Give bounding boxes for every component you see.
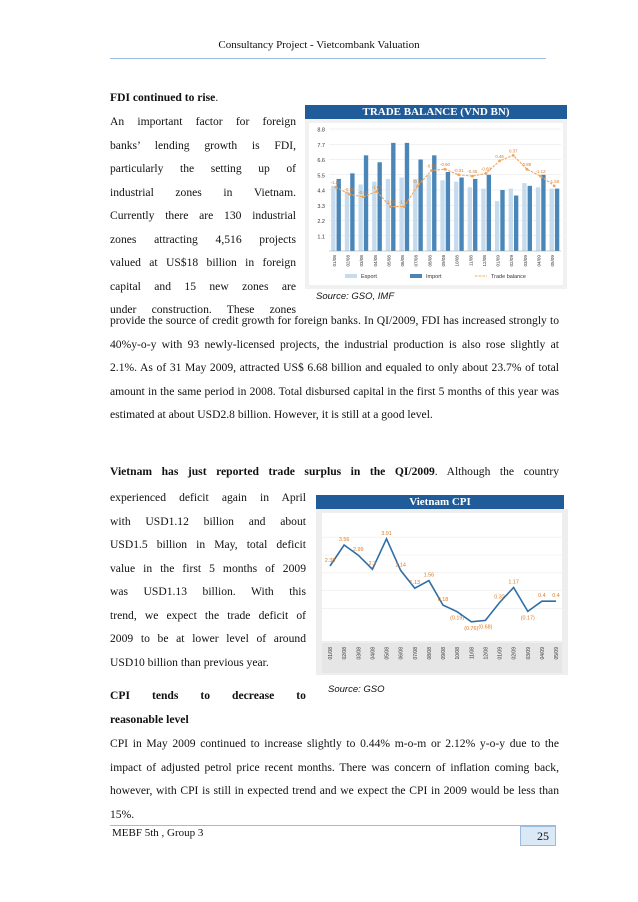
cpi-point-label: (0.19) — [450, 615, 465, 622]
page-number: 25 — [520, 826, 556, 846]
cpi-chart-axis — [322, 643, 562, 673]
trade-export-bar — [522, 183, 526, 251]
fdi-wrap-text — [110, 110, 296, 322]
cpi-point-label: 2.38 — [324, 558, 336, 565]
cpi-x-tick-label: 04/09 — [539, 647, 546, 660]
cpi-x-tick-label: 02/09 — [511, 647, 518, 660]
trade-x-tick-label: 02/08 — [345, 255, 351, 267]
trade-x-tick-label: 09/08 — [441, 255, 446, 267]
trade-y-tick-label: 5.5 — [317, 173, 325, 180]
page-header: Consultancy Project - Vietcombank Valuation — [218, 39, 420, 51]
trade-balance-label: -0.31 — [453, 167, 464, 173]
cpi-x-tick-label: 10/08 — [455, 647, 462, 660]
cpi-point-label: 0.4 — [552, 593, 560, 600]
cpi-point-label: (0.76) — [464, 625, 479, 632]
trade-heading-line — [110, 460, 559, 484]
cpi-chart-plot-bg — [322, 513, 562, 641]
cpi-heading-word: to — [296, 689, 306, 702]
trade-x-tick-label: 12/08 — [481, 255, 487, 267]
trade-line: with USD1.12 billion and about — [110, 514, 306, 528]
trade-export-bar — [495, 201, 499, 251]
cpi-point-label: 1.17 — [508, 579, 519, 586]
trade-line: trend, we expect the trade deficit of — [110, 608, 306, 622]
cpi-point-label: 2.2 — [368, 561, 377, 568]
trade-y-tick-label: 7.7 — [317, 142, 325, 149]
cpi-point-label: (0.17) — [520, 615, 535, 622]
cpi-heading-word: decrease — [232, 689, 275, 702]
fdi-line: banks’ lending growth is FDI, — [110, 138, 296, 152]
fdi-heading-line — [110, 86, 310, 110]
trade-balance-point — [498, 159, 501, 162]
footer-rule — [110, 825, 556, 826]
trade-export-bar — [536, 187, 540, 251]
trade-balance-label: -0.80 — [358, 189, 369, 195]
cpi-heading-word: tends — [151, 689, 179, 702]
trade-x-tick-label: 03/09 — [522, 255, 528, 267]
trade-balance-label: -1.82 — [330, 180, 341, 186]
cpi-point-label: 3.91 — [381, 530, 392, 537]
cpi-point-label: 2.14 — [395, 562, 406, 569]
trade-balance-label: 0.89 — [522, 162, 532, 168]
trade-balance-label: -0.45 — [467, 169, 478, 175]
trade-export-bar — [509, 189, 513, 251]
cpi-point-label: 1.13 — [409, 580, 420, 587]
cpi-paragraph: CPI in May 2009 continued to increase slightly to 0.44% m-o-m or 2.12% y-o-y due to the impact of adjusted petrol price recent months. There was concern of inflation coming back, however, with CPI is still in expected trend and we expect the CPI in 2009 would be less than 15%. — [110, 737, 559, 821]
trade-balance-point — [539, 175, 542, 178]
trade-import-bar — [555, 189, 559, 251]
cpi-point-label: 2.99 — [353, 547, 364, 554]
trade-chart-title: TRADE BALANCE (VND BN) — [305, 105, 567, 119]
trade-import-bar — [405, 143, 409, 251]
trade-balance-label: -1.07 — [371, 184, 382, 190]
fdi-line: valued at US$18 billion in foreign — [110, 256, 296, 269]
cpi-point-label: 3.56 — [338, 537, 350, 544]
trade-import-bar — [377, 162, 381, 251]
fdi-line: particularly the setting up of — [110, 162, 296, 175]
trade-legend-swatch — [345, 274, 357, 278]
fdi-heading: FDI continued to rise — [110, 91, 216, 104]
trade-import-bar — [487, 175, 491, 251]
cpi-x-tick-label: 06/08 — [398, 647, 405, 660]
trade-export-bar — [386, 179, 390, 251]
trade-y-tick-label: 4.4 — [317, 188, 325, 195]
cpi-heading-word: to — [200, 689, 211, 702]
trade-import-bar — [514, 196, 518, 251]
trade-import-bar — [350, 173, 354, 251]
cpi-point-label: (0.68) — [478, 624, 493, 631]
trade-export-bar — [399, 178, 403, 251]
trade-balance-label: -0.76 — [412, 178, 423, 184]
trade-balance-point — [457, 173, 460, 176]
trade-balance-point — [416, 184, 419, 187]
trade-import-bar — [500, 190, 504, 251]
fdi-line: An important factor for foreign — [110, 115, 296, 128]
trade-line: 2009 to be at lower level of around — [110, 632, 306, 645]
trade-x-tick-label: 05/08 — [386, 255, 392, 267]
trade-balance-label: 0.37 — [508, 148, 518, 154]
trade-legend-label: Trade balance — [491, 274, 526, 280]
trade-import-bar — [446, 172, 450, 251]
trade-balance-point — [471, 175, 474, 178]
cpi-point-label: 0.18 — [437, 597, 449, 604]
cpi-x-tick-label: 02/08 — [342, 647, 349, 660]
cpi-x-tick-label: 04/08 — [370, 647, 377, 660]
trade-import-bar — [391, 143, 395, 251]
cpi-point-label: 0.32 — [494, 594, 505, 601]
fdi-line: Currently there are 130 industrial — [110, 209, 296, 222]
trade-balance-point — [334, 186, 337, 189]
cpi-x-tick-label: 01/08 — [328, 647, 334, 660]
trade-balance-point — [553, 184, 556, 187]
trade-balance-label: -1.50 — [549, 178, 560, 184]
trade-line: value in the first 5 months of 2009 — [110, 561, 306, 575]
trade-x-tick-label: 05/09 — [550, 254, 556, 267]
trade-balance-label: -0.60 — [439, 162, 451, 168]
trade-x-tick-label: 10/08 — [454, 255, 460, 267]
trade-export-bar — [454, 182, 458, 251]
trade-balance-point — [485, 172, 488, 175]
trade-export-bar — [550, 189, 554, 251]
trade-line: was USD1.13 billion. With this — [110, 585, 306, 598]
trade-balance-point — [444, 168, 447, 171]
cpi-chart-source: Source: GSO — [328, 684, 385, 695]
trade-import-bar — [364, 155, 368, 251]
trade-balance-point — [362, 196, 365, 199]
trade-balance-point — [430, 169, 433, 172]
trade-balance-label: -1.85 — [385, 199, 396, 205]
trade-y-tick-label: 8.8 — [317, 127, 325, 134]
trade-import-bar — [541, 175, 545, 251]
cpi-x-tick-label: 11/08 — [469, 647, 476, 660]
trade-x-tick-label: 06/08 — [400, 255, 406, 267]
cpi-x-tick-label: 07/08 — [412, 647, 419, 660]
trade-export-bar — [427, 175, 431, 251]
trade-x-tick-label: 03/08 — [359, 255, 365, 267]
cpi-point-label: 0.4 — [538, 593, 546, 600]
trade-legend-label: Import — [426, 274, 442, 280]
trade-balance-label: -0.60 — [480, 166, 491, 172]
trade-y-tick-label: 6.6 — [317, 158, 325, 164]
trade-export-bar — [481, 189, 485, 251]
fdi-full-paragraph: provide the source of credit growth for foreign banks. In QI/2009, FDI has increased strongly to 40%y-o-y with 93 newly-licensed projects, the industrial production is also rose slightly at 2.1%. As of 31 May 2009, attracted US$ 6.68 billion and equaled to only about 23.7% of total amount in the same period in 2008. Total disbursed capital in the first 5 months of this year was estimated at about USD2.8 billion. However, it is still at a good level. — [110, 314, 559, 421]
fdi-heading-period: . — [215, 91, 219, 104]
trade-balance-label: 0.46 — [495, 153, 504, 159]
trade-import-bar — [528, 186, 532, 251]
trade-x-tick-label: 02/09 — [509, 255, 515, 267]
cpi-point-label: 1.56 — [423, 572, 435, 579]
cpi-heading-line2: reasonable level — [110, 713, 189, 726]
cpi-x-tick-label: 05/08 — [384, 647, 391, 660]
trade-line: USD10 billion than previous year. — [110, 655, 269, 669]
cpi-x-tick-label: 03/09 — [525, 647, 532, 660]
trade-balance-chart — [305, 119, 567, 289]
fdi-line: industrial zones in Vietnam. — [110, 185, 296, 199]
fdi-line: under construction. These zones — [110, 303, 296, 316]
trade-x-tick-label: 07/08 — [413, 255, 419, 267]
trade-balance-point — [389, 205, 392, 208]
trade-y-tick-label: 2.2 — [317, 219, 325, 225]
trade-balance-label: -1.52 — [399, 199, 410, 205]
header-rule — [110, 58, 546, 59]
trade-legend-label: Export — [361, 274, 377, 280]
cpi-chart — [316, 509, 568, 675]
trade-heading-tail: . Although the country — [434, 465, 559, 478]
trade-import-bar — [459, 178, 463, 251]
trade-import-bar — [418, 160, 422, 252]
trade-balance-point — [403, 205, 406, 208]
cpi-x-tick-label: 08/08 — [426, 647, 433, 660]
trade-x-tick-label: 04/08 — [372, 255, 378, 267]
fdi-line: zones attracting 4,516 projects — [110, 232, 296, 246]
cpi-heading-word: CPI — [110, 689, 130, 702]
trade-balance-label: -0.83 — [344, 187, 355, 193]
trade-x-tick-label: 11/08 — [468, 255, 474, 267]
trade-balance-point — [375, 190, 378, 193]
cpi-x-tick-label: 05/09 — [554, 647, 560, 660]
trade-legend-swatch — [410, 274, 422, 278]
cpi-heading-line1 — [110, 684, 306, 708]
trade-export-bar — [440, 180, 444, 251]
trade-x-tick-label: 08/08 — [427, 255, 433, 267]
trade-balance-label: -0.93 — [426, 163, 437, 169]
trade-x-tick-label: 01/09 — [495, 255, 501, 267]
trade-export-bar — [345, 191, 349, 251]
trade-line: experienced deficit again in April — [110, 491, 306, 504]
cpi-x-tick-label: 12/08 — [483, 647, 490, 660]
cpi-chart-title: Vietnam CPI — [316, 495, 564, 509]
cpi-x-tick-label: 01/09 — [497, 647, 504, 660]
fdi-line: capital and 15 new zones are — [110, 279, 296, 293]
trade-x-tick-label: 04/09 — [536, 255, 542, 267]
trade-x-tick-label: 01/08 — [331, 255, 337, 267]
trade-chart-source: Source: GSO, IMF — [316, 291, 395, 302]
cpi-x-tick-label: 03/08 — [356, 647, 363, 660]
trade-balance-point — [525, 168, 528, 171]
trade-export-bar — [331, 186, 335, 251]
trade-wrap-text — [110, 486, 306, 674]
footer-left: MEBF 5th , Group 3 — [112, 827, 204, 839]
trade-import-bar — [473, 179, 477, 251]
trade-chart-legend — [345, 274, 526, 280]
trade-balance-point — [348, 193, 351, 196]
trade-balance-point — [512, 154, 515, 157]
trade-line: USD1.5 billion in May, total deficit — [110, 538, 306, 551]
trade-heading: Vietnam has just reported trade surplus in the QI/2009 — [110, 465, 435, 478]
trade-export-bar — [468, 187, 472, 251]
trade-y-tick-label: 1.1 — [317, 234, 325, 241]
trade-balance-label: -1.12 — [535, 169, 546, 175]
trade-y-tick-label: 3.3 — [317, 203, 325, 210]
cpi-x-tick-label: 09/08 — [441, 647, 447, 660]
